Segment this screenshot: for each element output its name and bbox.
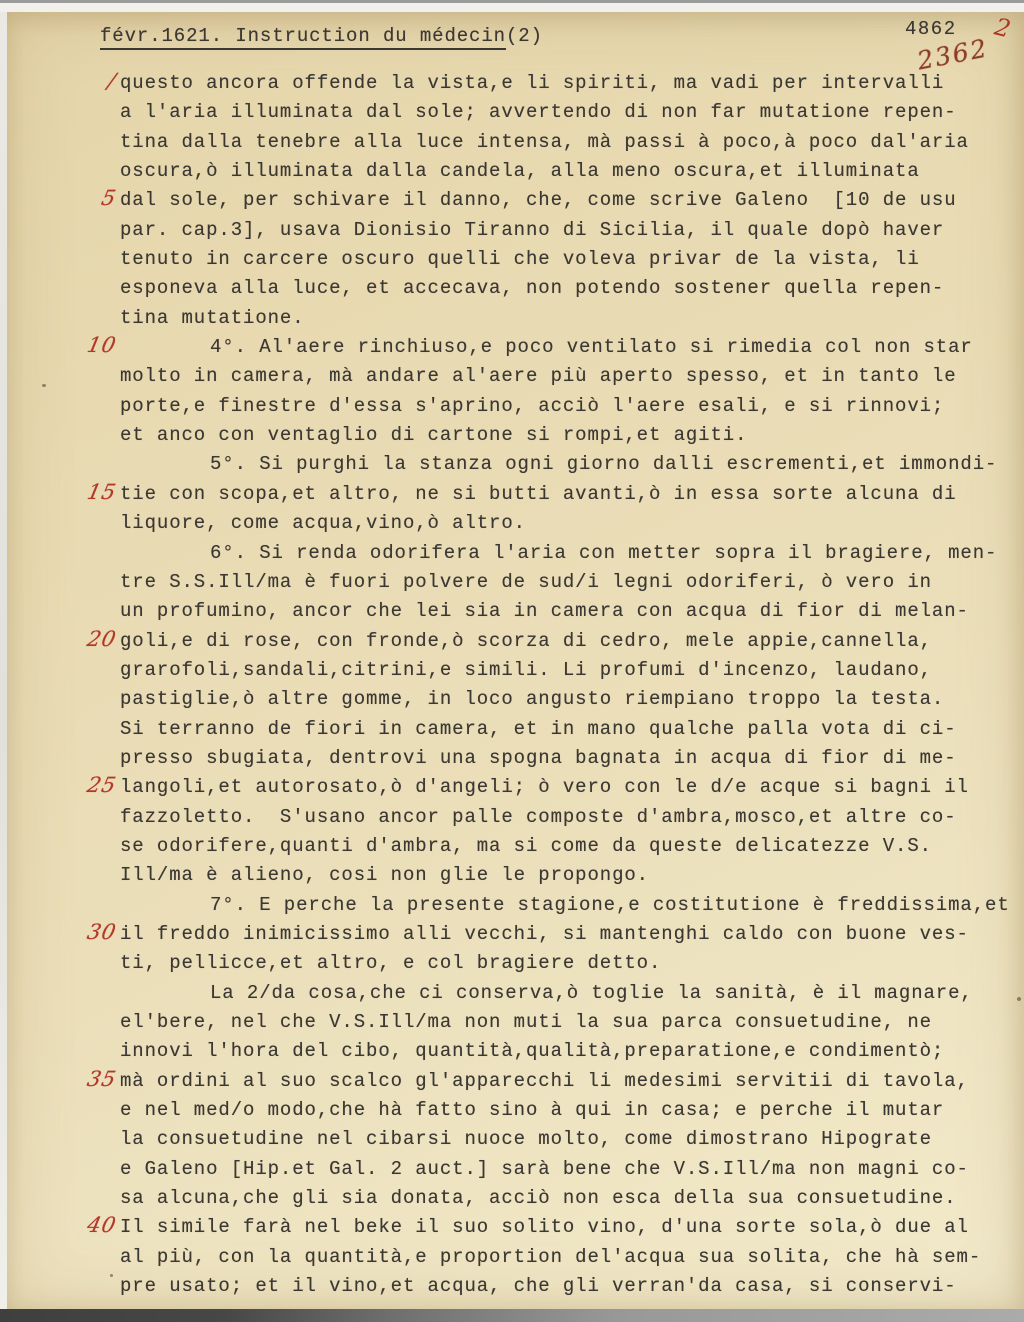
line-text: Il simile farà nel beke il suo solito vino, d'una sorte sola,ò due al xyxy=(120,1216,969,1239)
scan-edge-bottom xyxy=(0,1309,1024,1322)
line-text: 6°. Si renda odorifera l'aria con metter sopra il bragiere, men- xyxy=(210,541,998,564)
text-line xyxy=(85,479,1012,509)
text-line xyxy=(120,891,1012,920)
line-text: innovi l'hora del cibo, quantità,qualità,preparatione,e condimentò; xyxy=(120,1040,945,1063)
margin-line-number: 30 xyxy=(85,919,119,944)
text-line xyxy=(85,1066,1012,1096)
text-line xyxy=(120,1096,1012,1125)
line-text: tina dalla tenebre alla luce intensa, mà passi à poco,à poco dal'aria xyxy=(120,130,969,153)
line-text: tre S.S.Ill/ma è fuori polvere de sud/i legni odoriferi, ò vero in xyxy=(120,570,932,593)
page-number: 4862 xyxy=(905,18,957,40)
text-line xyxy=(120,979,1012,1008)
line-text: un profumino, ancor che lei sia in camera con acqua di fior di melan- xyxy=(120,600,969,623)
line-text: La 2/da cosa,che ci conserva,ò toglie la sanità, è il magnare, xyxy=(210,981,973,1004)
line-text: al più, con la quantità,e proportion del'acqua sua solita, che hà sem- xyxy=(120,1245,982,1268)
paper-speck xyxy=(110,1274,113,1277)
text-line xyxy=(120,803,1012,832)
paper-speck xyxy=(42,384,46,387)
text-line xyxy=(120,98,1012,127)
margin-line-number: 35 xyxy=(85,1066,119,1091)
line-text: tenuto in carcere oscuro quelli che voleva privar de la vista, li xyxy=(120,248,920,271)
text-line xyxy=(120,304,1012,333)
line-text: liquore, come acqua,vino,ò altro. xyxy=(120,512,526,535)
text-line xyxy=(120,362,1012,391)
line-text: tina mutatione. xyxy=(120,306,305,329)
text-line xyxy=(85,626,1012,656)
scan-edge-left xyxy=(0,12,7,1309)
line-text: grarofoli,sandali,citrini,e simili. Li profumi d'incenzo, laudano, xyxy=(120,658,932,681)
document-page xyxy=(7,12,1024,1309)
margin-line-number: 10 xyxy=(85,333,119,358)
text-line xyxy=(85,773,1012,802)
line-text: a l'aria illuminata dal sole; avvertendo di non far mutatione repen- xyxy=(120,101,957,124)
text-line xyxy=(85,919,1012,949)
text-line xyxy=(120,1184,1012,1213)
document-title-suffix: (2) xyxy=(505,25,543,47)
text-line xyxy=(120,1008,1012,1037)
text-line xyxy=(120,1037,1012,1066)
margin-line-number: 20 xyxy=(85,626,119,651)
margin-line-number: 40 xyxy=(85,1213,119,1238)
line-text: Si terranno de fiori in camera, et in mano qualche palla vota di ci- xyxy=(120,717,957,740)
line-text: langoli,et autorosato,ò d'angeli; ò vero con le d/e acque si bagni il xyxy=(120,776,969,799)
line-text: oscura,ò illuminata dalla candela, alla meno oscura,et illuminata xyxy=(120,160,920,183)
text-line xyxy=(120,128,1012,157)
handwritten-corner-mark: 2 xyxy=(991,12,1014,44)
line-text: 7°. E perche la presente stagione,e costitutione è freddissima,et xyxy=(210,893,1010,916)
text-line xyxy=(120,245,1012,274)
line-text: goli,e di rose, con fronde,ò scorza di cedro, mele appie,cannella, xyxy=(120,629,932,652)
line-text: et anco con ventaglio di cartone si rompi,et agiti. xyxy=(120,424,748,447)
text-line xyxy=(120,685,1012,714)
text-line xyxy=(85,1213,1012,1242)
margin-line-number: 15 xyxy=(85,479,119,504)
text-line xyxy=(120,392,1012,421)
text-line xyxy=(85,333,1012,362)
line-text: la consuetudine nel cibarsi nuoce molto, come dimostrano Hipograte xyxy=(120,1128,932,1151)
text-line xyxy=(120,450,1012,479)
line-text: porte,e finestre d'essa s'aprino, acciò l'aere esali, e si rinnovi; xyxy=(120,394,945,417)
line-text: 4°. Al'aere rinchiuso,e poco ventilato si rimedia col non star xyxy=(210,336,973,359)
line-text: questo ancora offende la vista,e li spiriti, ma vadi per intervalli xyxy=(120,72,945,94)
document-title-underlined: févr.1621. Instruction du médecin xyxy=(100,25,506,50)
document-title xyxy=(100,25,543,47)
text-line xyxy=(120,157,1012,186)
line-text: Ill/ma è alieno, cosi non glie le propongo. xyxy=(120,864,649,887)
text-line xyxy=(120,715,1012,744)
line-text: sa alcuna,che gli sia donata, acciò non esca della sua consuetudine. xyxy=(120,1187,957,1210)
text-line xyxy=(120,1125,1012,1154)
text-line xyxy=(120,421,1012,450)
text-line xyxy=(120,832,1012,861)
line-text: fazzoletto. S'usano ancor palle composte d'ambra,mosco,et altre co- xyxy=(120,805,957,828)
line-text: e nel med/o modo,che hà fatto sino à qui in casa; e perche il mutar xyxy=(120,1099,945,1122)
text-line xyxy=(120,1272,1012,1301)
scan-edge-top xyxy=(0,0,1024,12)
line-text: se odorifere,quanti d'ambra, ma si come da queste delicatezze V.S. xyxy=(120,834,932,857)
text-line xyxy=(120,1155,1012,1184)
line-text: e Galeno [Hip.et Gal. 2 auct.] sarà bene che V.S.Ill/ma non magni co- xyxy=(120,1157,969,1180)
text-line xyxy=(120,744,1012,773)
line-text: dal sole, per schivare il danno, che, come scrive Galeno [10 de usu xyxy=(120,189,957,212)
line-text: el'bere, nel che V.S.Ill/ma non muti la sua parca consuetudine, ne xyxy=(120,1011,932,1033)
line-text: tie con scopa,et altro, ne si butti avanti,ò in essa sorte alcuna di xyxy=(120,482,957,505)
line-text: ti, pellicce,et altro, e col bragiere detto. xyxy=(120,952,662,975)
handwritten-folio-number: 2362 xyxy=(914,33,991,76)
text-line xyxy=(105,69,1012,98)
text-line xyxy=(120,861,1012,890)
line-text: molto in camera, mà andare al'aere più aperto spesso, et in tanto le xyxy=(120,365,957,388)
line-text: par. cap.3], usava Dionisio Tiranno di Sicilia, il quale dopò haver xyxy=(120,218,945,241)
line-text: pre usato; et il vino,et acqua, che gli verran'da casa, si conservi- xyxy=(120,1275,957,1298)
text-line xyxy=(120,1243,1012,1272)
margin-line-number: / xyxy=(105,69,119,93)
text-line xyxy=(120,656,1012,685)
text-line xyxy=(120,597,1012,626)
text-line xyxy=(120,216,1012,245)
line-text: pastiglie,ò altre gomme, in loco angusto riempiano troppo la testa. xyxy=(120,688,945,711)
margin-line-number: 5 xyxy=(99,186,119,211)
document-body xyxy=(85,69,1012,1301)
text-line xyxy=(120,274,1012,303)
line-text: 5°. Si purghi la stanza ogni giorno dalli escrementi,et immondi- xyxy=(210,453,998,476)
text-line xyxy=(120,568,1012,597)
paper-speck xyxy=(1016,996,1022,1002)
text-line xyxy=(120,509,1012,538)
line-text: esponeva alla luce, et accecava, non potendo sostener quella repen- xyxy=(120,277,945,300)
line-text: mà ordini al suo scalco gl'apparecchi li medesimi servitii di tavola, xyxy=(120,1069,969,1092)
line-text: il freddo inimicissimo alli vecchi, si mantenghi caldo con buone ves- xyxy=(120,922,969,945)
text-line xyxy=(120,539,1012,568)
text-line xyxy=(99,186,1012,215)
line-text: presso sbugiata, dentrovi una spogna bagnata in acqua di fior di me- xyxy=(120,746,957,769)
text-line xyxy=(120,949,1012,978)
margin-line-number: 25 xyxy=(85,773,119,798)
